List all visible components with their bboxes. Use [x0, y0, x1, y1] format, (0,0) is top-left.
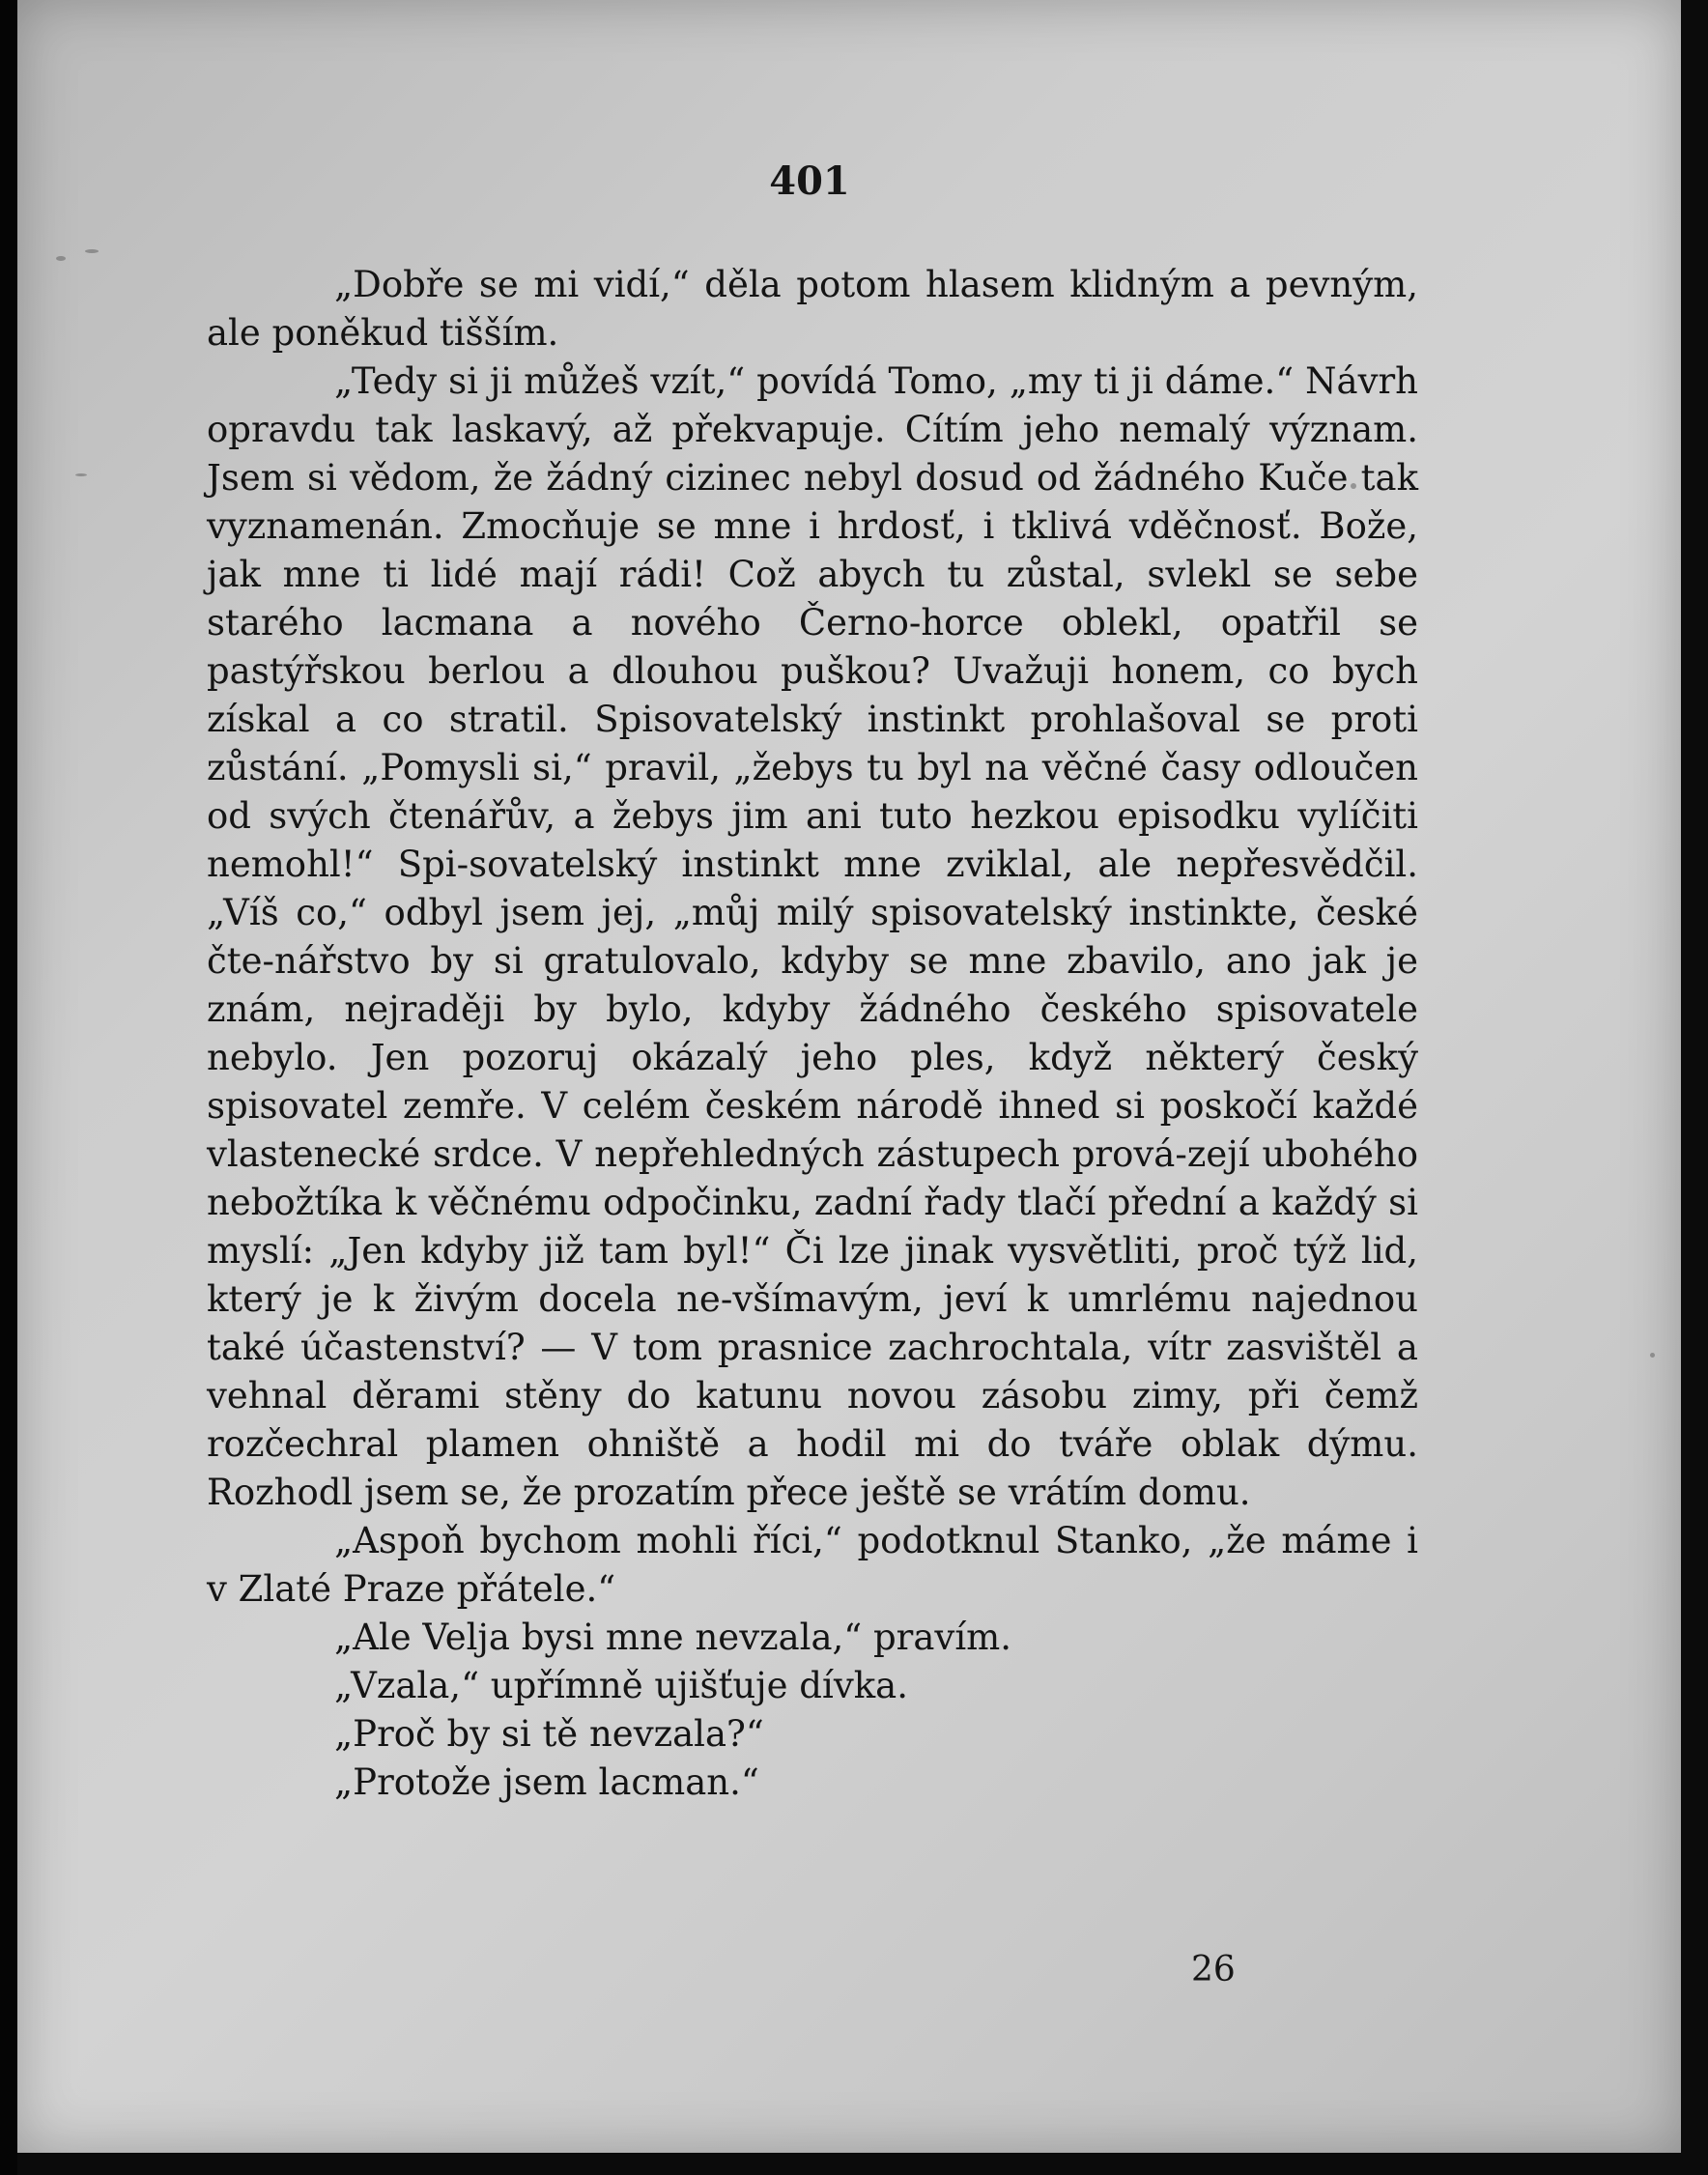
paper-sheet — [17, 0, 1681, 2153]
paragraph: „Dobře se mi vidí,“ děla potom hlasem klidným a pevným, ale poněkud tišším. — [207, 264, 1418, 354]
signature-mark: 26 — [1191, 1950, 1236, 1989]
paragraph: „Proč by si tě nevzala?“ — [334, 1713, 764, 1755]
paper-speck — [75, 473, 87, 476]
paragraph: „Tedy si ji můžeš vzít,“ povídá Tomo, „my ti ji dáme.“ Návrh opravdu tak laskavý, až překvapuje. Cítím jeho nemalý význam. Jsem si vědom, že žádný cizinec nebyl dosud od žádného Kuče tak vyznamenán. Zmocňuje se mne i hrdosť, i tklivá vděčnosť. Bože, jak mne ti lidé mají rádi! Což abych tu zůstal, svlekl se sebe starého lacmana a nového Černo-horce oblekl, opatřil se pastýřskou berlou a dlouhou puškou? Uvažuji honem, co bych získal a co stratil. Spisovatelský instinkt prohlašoval se proti zůstání. „Pomysli si,“ pravil, „žebys tu byl na věčné časy odloučen od svých čtenářův, a žebys jim ani tuto hezkou episodku vylíčiti nemohl!“ Spi-sovatelský instinkt mne zviklal, ale nepřesvědčil. „Víš co,“ odbyl jsem jej, „můj milý spisovatelský instinkte, české čte-nářstvo by si gratulovalo, kdyby se mne zbavilo, ano jak je znám, nejraději by bylo, kdyby žádného českého spisovatele nebylo. Jen pozoruj okázalý jeho ples, když některý český spisovatel zemře. V celém českém národě ihned si poskočí každé vlastenecké srdce. V nepřehledných zástupech prová-zejí ubohého nebožtíka k věčnému odpočinku, zadní řady tlačí přední a každý si myslí: „Jen kdyby již tam byl!“ Či lze jinak vysvětliti, proč týž lid, který je k živým docela ne-všímavým, jeví k umrlému najednou také účastenství? — V tom prasnice zachrochtala, vítr zasvištěl a vehnal děrami stěny do katunu novou zásobu zimy, při čemž rozčechral plamen ohniště a hodil mi do tváře oblak dýmu. Rozhodl jsem se, že prozatím přece ještě se vrátím domu. — [207, 360, 1418, 1513]
paragraph: „Vzala,“ upřímně ujišťuje dívka. — [334, 1665, 908, 1706]
paper-speck — [56, 256, 66, 261]
paragraph: „Aspoň bychom mohli říci,“ podotknul Stanko, „že máme i v Zlaté Praze přátele.“ — [207, 1520, 1418, 1610]
paragraph: „Protože jsem lacman.“ — [334, 1761, 759, 1803]
paper-speck — [1650, 1353, 1655, 1358]
paragraph: „Ale Velja bysi mne nevzala,“ pravím. — [334, 1617, 1011, 1658]
scan-border — [0, 0, 17, 2175]
body-text — [207, 261, 1418, 1807]
paper-speck — [85, 249, 99, 253]
page-number: 401 — [769, 158, 850, 204]
